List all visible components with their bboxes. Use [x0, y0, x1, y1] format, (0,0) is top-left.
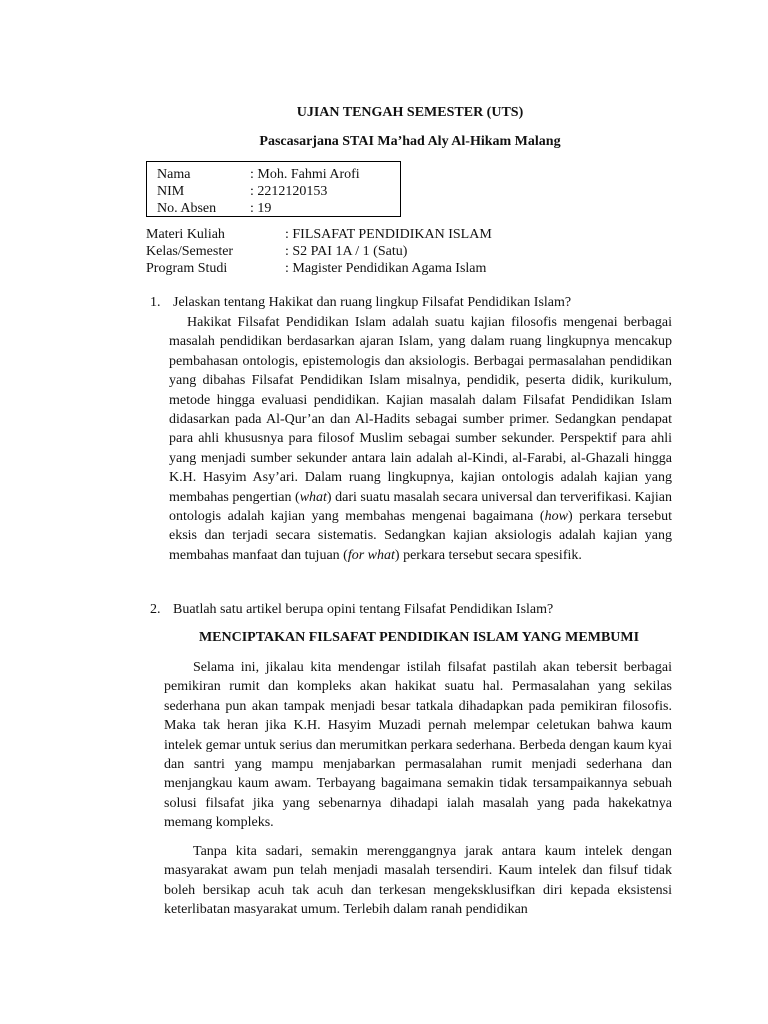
- question-number: 1.: [150, 295, 161, 310]
- kelas-value: : S2 PAI 1A / 1 (Satu): [285, 244, 408, 259]
- answer-1-italic-what: what: [299, 489, 327, 505]
- article-title: MENCIPTAKAN FILSAFAT PENDIDIKAN ISLAM YANG MEMBUMI: [198, 630, 640, 645]
- kelas-label: Kelas/Semester: [146, 244, 234, 259]
- materi-label: Materi Kuliah: [146, 227, 225, 242]
- answer-1-paragraph: [169, 313, 672, 565]
- question-text: Jelaskan tentang Hakikat dan ruang lingkup Filsafat Pendidikan Islam?: [173, 295, 572, 310]
- name-value: : Moh. Fahmi Arofi: [250, 167, 360, 182]
- answer-1-italic-for-what: for what: [347, 547, 395, 563]
- nim-value: : 2212120153: [250, 184, 328, 199]
- article-paragraph-2: Tanpa kita sadari, semakin merenggangnya jarak antara kaum intelek dengan masyarakat awam pun telah menjadi masalah tersendiri. Kaum intelek dan filsuf tidak boleh bersikap acuh tak acuh dan terkesan mengeksklusifkan diri kepada eksistensi keterlibatan masyarakat umum. Terlebih dalam ranah pendidikan: [164, 844, 672, 918]
- absen-value: : 19: [250, 201, 272, 216]
- absen-label: No. Absen: [157, 201, 217, 216]
- prodi-value: : Magister Pendidikan Agama Islam: [285, 261, 487, 276]
- nim-label: NIM: [157, 184, 185, 199]
- answer-1-text-part4: ) perkara tersebut secara spesifik.: [394, 547, 582, 563]
- materi-value: : FILSAFAT PENDIDIKAN ISLAM: [285, 227, 492, 242]
- exam-title: UJIAN TENGAH SEMESTER (UTS): [296, 105, 524, 120]
- answer-1-italic-how: how: [544, 509, 568, 525]
- prodi-label: Program Studi: [146, 261, 228, 276]
- question-number: 2.: [150, 602, 161, 617]
- answer-1-text-part3: ) perkara tersebut eksis dan terjadi secara sistematis. Sedangkan kajian aksiologis adalah kajian yang membahas manfaat dan tujuan (: [169, 509, 673, 563]
- institution-title: Pascasarjana STAI Ma’had Aly Al-Hikam Malang: [259, 134, 561, 149]
- question-text: Buatlah satu artikel berupa opini tentang Filsafat Pendidikan Islam?: [173, 602, 554, 617]
- name-label: Nama: [157, 167, 191, 182]
- article-paragraph-1: Selama ini, jikalau kita mendengar istilah filsafat pastilah akan tebersit berbagai pemikiran rumit dan kompleks akan hakikat suatu hal. Permasalahan yang sekilas sederhana pun akan tampak menjadi besar tatkala dihadapkan pada pemikiran filosofis. Maka tak heran jika K.H. Hasyim Muzadi pernah melempar celetukan bahwa kaum intelek gemar untuk serius dan merumitkan perkara sederhana. Berbeda dengan kaum kyai dan santri yang mampu menjabarkan permasalahan rumit menjadi sederhana dan menjangkau kaum awam. Terbayang bagaimana semakin tidak tersampaikannya sebuah solusi filsafat jika yang sebenarnya dihadapi ialah masalah yang pada hakekatnya memang kompleks.: [164, 660, 672, 831]
- answer-1-text-part2: ) dari suatu masalah secara universal dan terverifikasi. Kajian ontologis adalah kajian yang membahas mengenai bagaimana (: [169, 489, 672, 525]
- identity-box: [146, 161, 401, 217]
- answer-1-text-part1: Hakikat Filsafat Pendidikan Islam adalah suatu kajian filosofis mengenai berbagai masalah pendidikan berdasarkan ajaran Islam, yang dalam ruang lingkupnya mencakup pembahasan ontologis, epistemologis dan aksiologis. Berbagai permasalahan pendidikan yang dibahas Filsafat Pendidikan Islam misalnya, pendidik, peserta didik, kurikulum, metode hingga evaluasi pendidikan. Kajian masalah dalam Filsafat Pendidikan Islam didasarkan pada Al-Qur’an dan Al-Hadits sebagai sumber primer. Sedangkan pendapat para ahli khususnya para filosof Muslim sebagai sumber sekunder. Perspektif para ahli yang menjadi sumber sekunder antara lain adalah al-Kindi, al-Farabi, al-Ghazali hingga K.H. Hasyim Asy’ari. Dalam ruang lingkupnya, kajian ontologis adalah kajian yang membahas pengertian (: [169, 315, 672, 505]
